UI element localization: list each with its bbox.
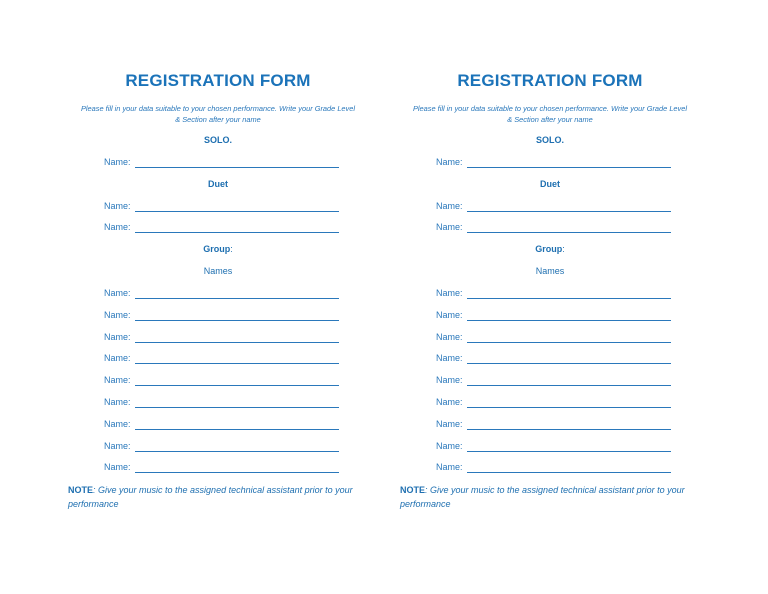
group-heading-label: Group [203, 244, 231, 254]
group-name-field-4[interactable] [104, 353, 344, 365]
name-underline[interactable] [467, 363, 671, 364]
name-underline[interactable] [467, 451, 671, 452]
duet-name-field-2[interactable] [104, 222, 344, 234]
name-underline[interactable] [135, 167, 339, 168]
group-name-field-9[interactable] [436, 462, 676, 474]
solo-name-field[interactable] [436, 157, 676, 169]
group-name-field-8[interactable] [104, 441, 344, 453]
group-name-field-6[interactable] [436, 397, 676, 409]
name-label: Name: [104, 419, 131, 429]
form-note [400, 483, 700, 511]
name-label: Name: [436, 441, 463, 451]
name-label: Name: [104, 353, 131, 363]
name-underline[interactable] [467, 298, 671, 299]
duet-name-field-1[interactable] [436, 201, 676, 213]
name-underline[interactable] [135, 298, 339, 299]
name-label: Name: [436, 288, 463, 298]
name-underline[interactable] [467, 211, 671, 212]
name-underline[interactable] [467, 342, 671, 343]
name-underline[interactable] [467, 472, 671, 473]
name-label: Name: [104, 397, 131, 407]
duet-name-field-2[interactable] [436, 222, 676, 234]
name-underline[interactable] [467, 167, 671, 168]
note-text: : Give your music to the assigned technical assistant prior to your performance [400, 485, 685, 509]
name-underline[interactable] [135, 451, 339, 452]
name-label: Name: [436, 201, 463, 211]
name-underline[interactable] [467, 320, 671, 321]
name-underline[interactable] [135, 385, 339, 386]
solo-name-field[interactable] [104, 157, 344, 169]
group-heading-label: Group [535, 244, 563, 254]
group-heading-colon: : [230, 244, 233, 254]
group-name-field-4[interactable] [436, 353, 676, 365]
name-label: Name: [436, 222, 463, 232]
name-label: Name: [436, 419, 463, 429]
group-name-field-2[interactable] [436, 310, 676, 322]
name-underline[interactable] [135, 232, 339, 233]
form-note [68, 483, 368, 511]
name-label: Name: [436, 462, 463, 472]
duet-name-field-1[interactable] [104, 201, 344, 213]
name-underline[interactable] [467, 429, 671, 430]
group-name-field-9[interactable] [104, 462, 344, 474]
name-underline[interactable] [135, 429, 339, 430]
duet-heading: Duet [208, 179, 228, 189]
group-name-field-5[interactable] [436, 375, 676, 387]
group-name-field-1[interactable] [436, 288, 676, 300]
name-label: Name: [104, 462, 131, 472]
form-title: REGISTRATION FORM [125, 71, 311, 90]
instructions-line-1: Please fill in your data suitable to your chosen performance. Write your Grade Level [80, 104, 355, 113]
group-name-field-2[interactable] [104, 310, 344, 322]
group-name-field-3[interactable] [436, 332, 676, 344]
instructions-line-1: Please fill in your data suitable to your chosen performance. Write your Grade Level [412, 104, 687, 113]
group-heading-colon: : [562, 244, 565, 254]
name-underline[interactable] [135, 407, 339, 408]
name-label: Name: [436, 157, 463, 167]
instructions-line-2: & Section after your name [175, 115, 261, 124]
solo-heading: SOLO. [203, 135, 232, 145]
name-label: Name: [436, 353, 463, 363]
form-instructions [68, 103, 368, 125]
group-name-field-7[interactable] [104, 419, 344, 431]
name-label: Name: [104, 310, 131, 320]
name-underline[interactable] [467, 385, 671, 386]
name-underline[interactable] [135, 472, 339, 473]
group-name-field-8[interactable] [436, 441, 676, 453]
name-label: Name: [436, 375, 463, 385]
form-title: REGISTRATION FORM [457, 71, 643, 90]
names-heading: Names [535, 266, 565, 276]
group-heading [400, 244, 700, 254]
name-label: Name: [104, 157, 131, 167]
name-underline[interactable] [467, 232, 671, 233]
name-label: Name: [104, 201, 131, 211]
group-name-field-7[interactable] [436, 419, 676, 431]
instructions-line-2: & Section after your name [507, 115, 593, 124]
name-label: Name: [436, 397, 463, 407]
group-name-field-1[interactable] [104, 288, 344, 300]
group-name-field-5[interactable] [104, 375, 344, 387]
name-label: Name: [104, 222, 131, 232]
name-label: Name: [436, 310, 463, 320]
note-label: NOTE [400, 485, 426, 495]
name-label: Name: [104, 375, 131, 385]
group-name-field-6[interactable] [104, 397, 344, 409]
name-label: Name: [436, 332, 463, 342]
group-heading [68, 244, 368, 254]
duet-heading: Duet [540, 179, 560, 189]
name-underline[interactable] [135, 211, 339, 212]
name-underline[interactable] [135, 363, 339, 364]
group-name-field-3[interactable] [104, 332, 344, 344]
note-text: : Give your music to the assigned technical assistant prior to your performance [68, 485, 353, 509]
name-label: Name: [104, 332, 131, 342]
name-underline[interactable] [135, 342, 339, 343]
name-underline[interactable] [467, 407, 671, 408]
form-instructions [400, 103, 700, 125]
names-heading: Names [203, 266, 233, 276]
name-underline[interactable] [135, 320, 339, 321]
name-label: Name: [104, 288, 131, 298]
note-label: NOTE [68, 485, 94, 495]
solo-heading: SOLO. [535, 135, 564, 145]
name-label: Name: [104, 441, 131, 451]
